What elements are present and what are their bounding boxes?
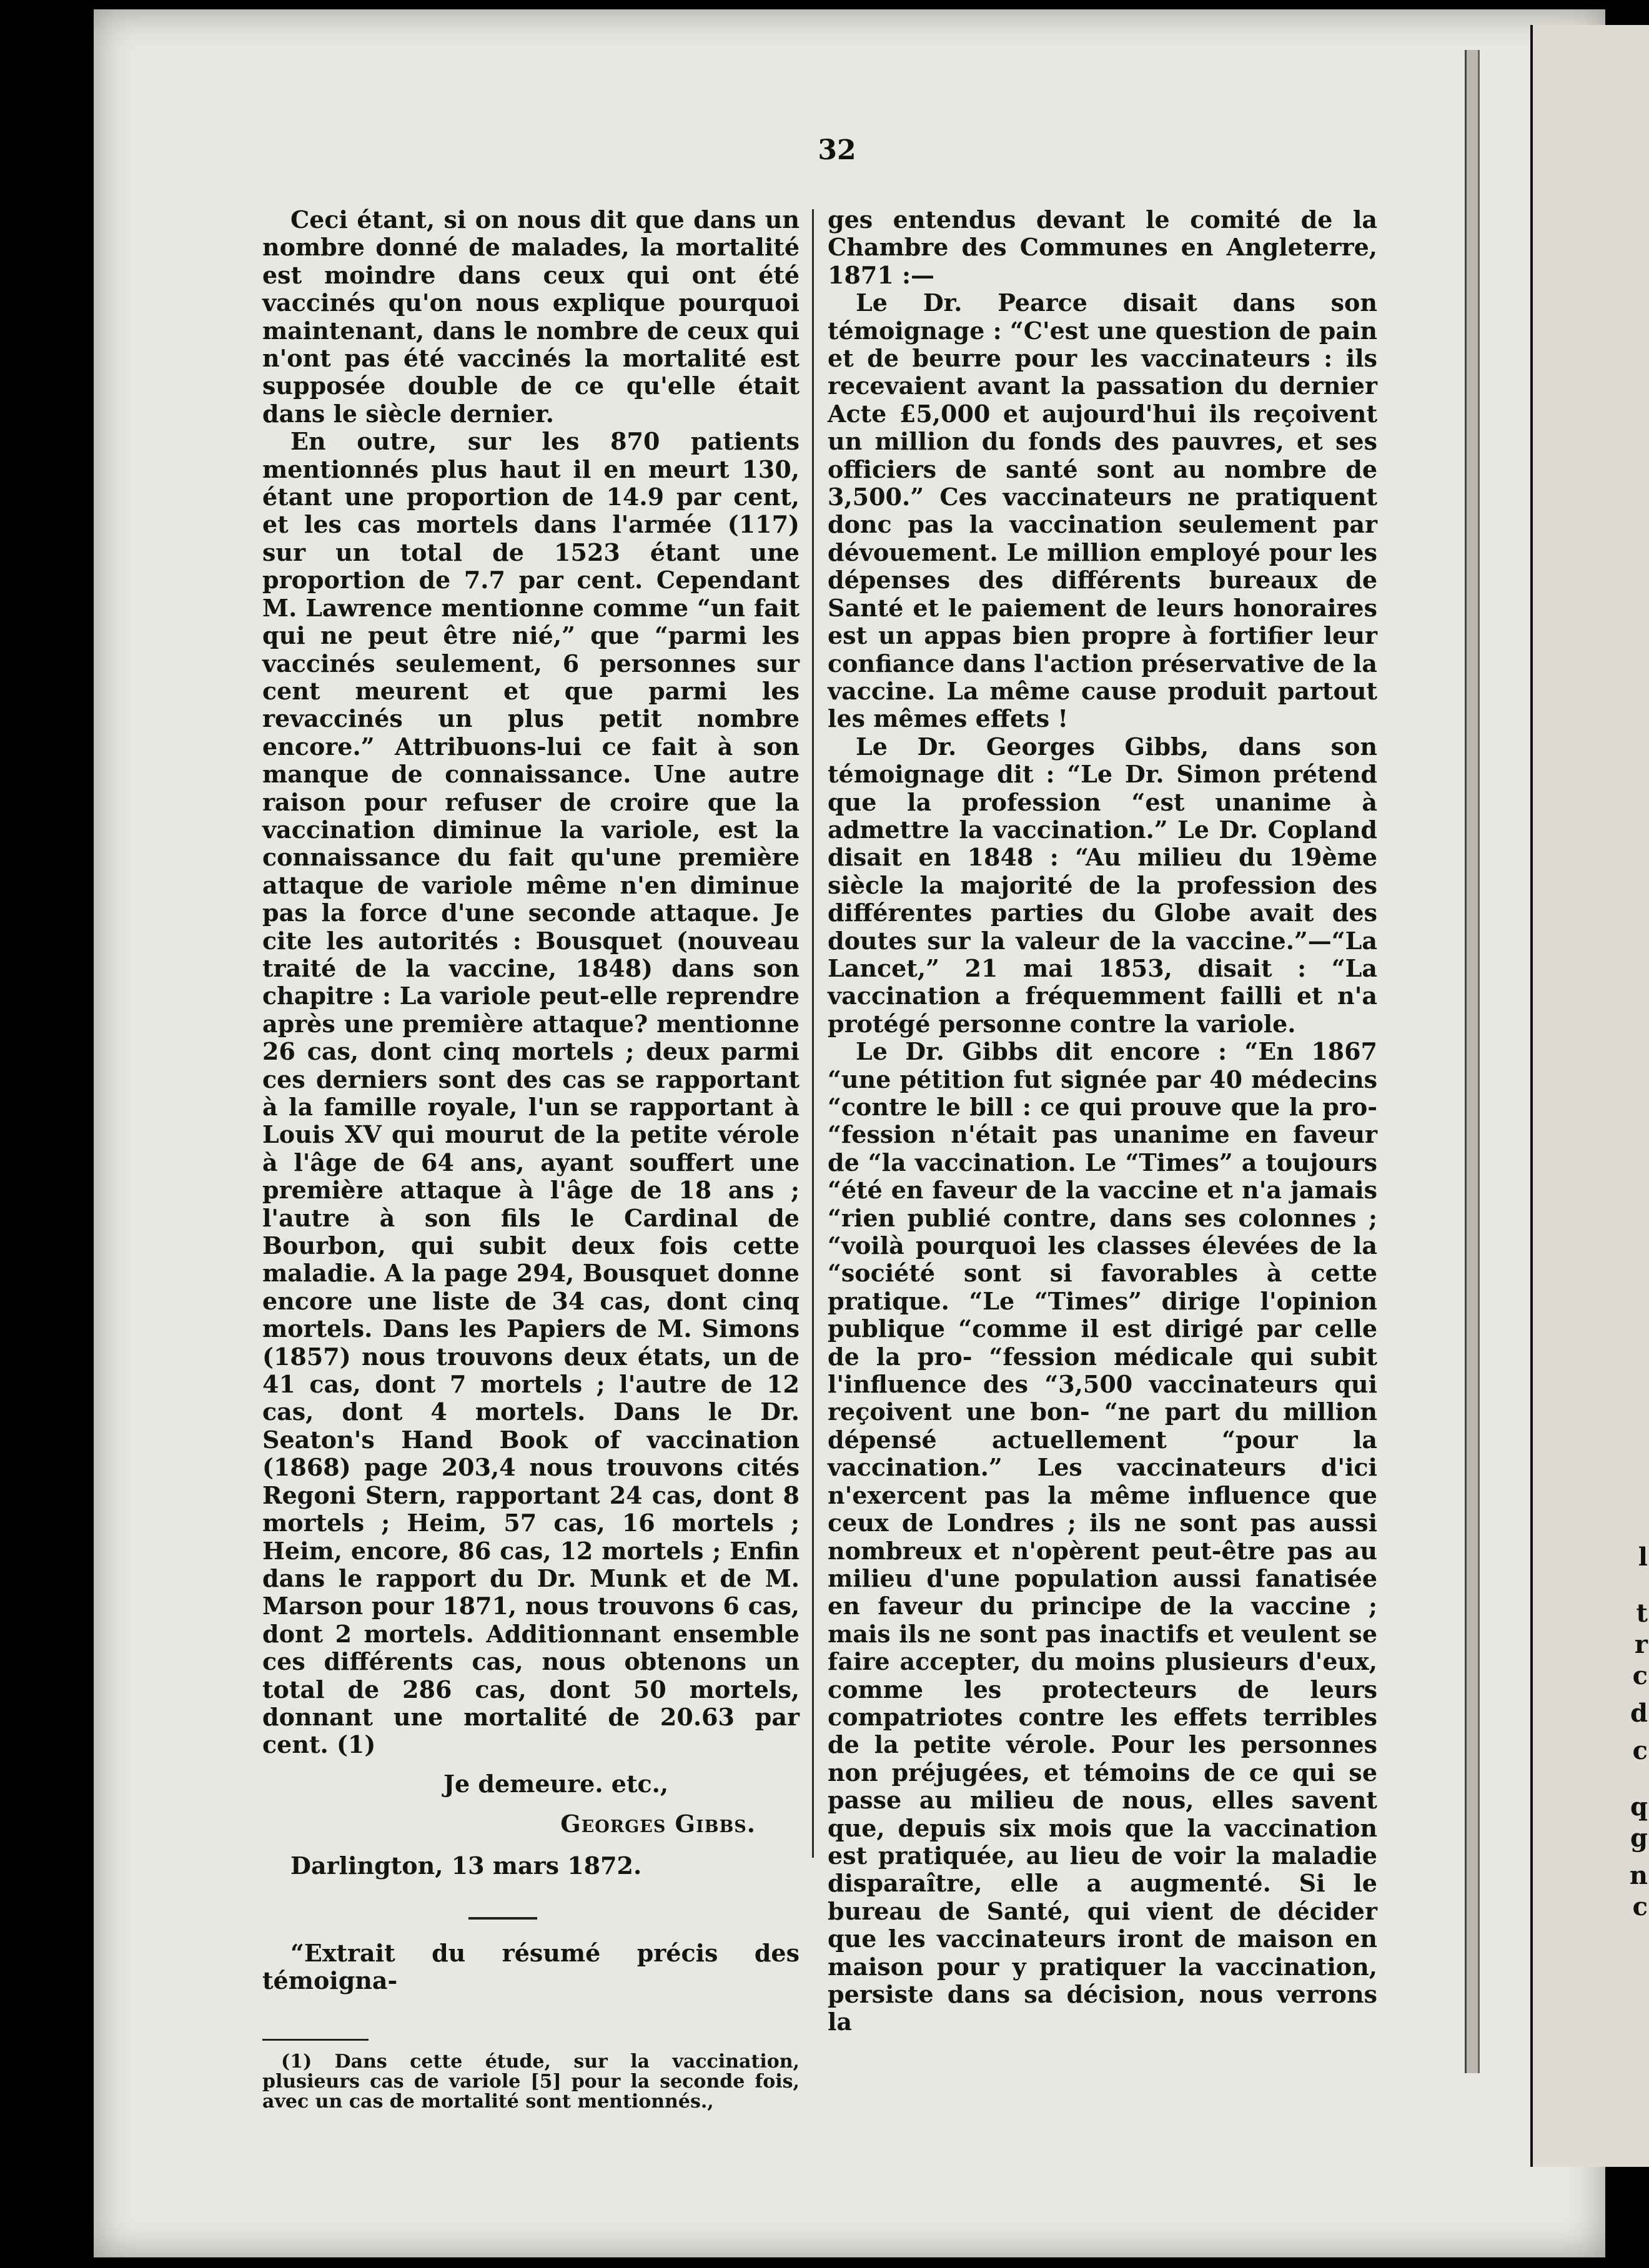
page-number: 32 xyxy=(818,134,856,166)
edge-fragment: d xyxy=(1630,1699,1648,1728)
letter-dateline: Darlington, 13 mars 1872. xyxy=(290,1851,642,1880)
left-column xyxy=(262,206,800,2112)
footnote: (1) Dans cette étude, sur la vaccination, plusieurs cas de variole [5] pour la seconde fois, avec un cas de mortalité sont mentionnés., xyxy=(262,2050,800,2113)
paragraph: Le Dr. Gibbs dit encore : “En 1867 “une pétition fut signée par 40 médecins “contre le bill : ce qui prouve que la pro- “fession n'était pas unanime en faveur de “la vaccination. Le “Times” a toujours “été en faveur de la vaccine et n'a jamais “rien publié contre, dans ses colonnes ; “voilà pourquoi les classes élevées de la “société sont si favorables à cette pratique. “Le “Times” dirige l'opinion publique “comme il est dirigé par celle de la pro- “fession médicale qui subit l'influence des “3,500 vaccinateurs qui reçoivent une bon- “ne part du million dépensé actuellement “pour la vaccination.” Les vaccinateurs d'ici n'exercent pas la même influence que ceux de Londres ; ils ne sont pas aussi nombreux et n'opèrent peut-être pas au milieu d'une population aussi fanatisée en faveur du principe de la vaccine ; mais ils ne sont pas inactifs et veulent se faire accepter, du moins plusieurs d'eux, comme les protecteurs de leurs compatriotes contre les effets terribles de la petite vérole. Pour les personnes non préjugées, et témoins de ce qui se passe au milieu de nous, elles savent que, depuis six mois que la vaccination est pratiquée, au lieu de voir la maladie disparaître, elle a augmenté. Si le bureau de Santé, qui vient de décider que les vaccinateurs iront de maison en maison pour y pratiquer la vaccination, persiste dans sa décision, nous verrons la xyxy=(828,1037,1377,2036)
edge-fragment: t xyxy=(1636,1599,1648,1628)
paragraph: Le Dr. Pearce disait dans son témoignage : “C'est une question de pain et de beurre pour les vaccinateurs : ils recevaient avant la passation du dernier Acte £5,000 et aujourd'hui ils reçoivent un million du fonds des pauvres, et ses officiers de santé sont au nombre de 3,500.” Ces vaccinateurs ne pratiquent donc pas la vaccination seulement par dévouement. Le million employé pour les dépenses des différents bureaux de Santé et le paiement de leurs honoraires est un appas bien propre à fortifier leur confiance dans l'action préservative de la vaccine. La même cause produit partout les mêmes effets ! xyxy=(828,288,1377,733)
footnote-rule xyxy=(262,2039,369,2041)
column-divider xyxy=(812,209,814,1858)
section-divider xyxy=(468,1917,537,1920)
right-column xyxy=(828,206,1377,2036)
paragraph: Le Dr. Georges Gibbs, dans son témoignage dit : “Le Dr. Simon prétend que la profession “est unanime à admettre la vaccination.” Le Dr. Copland disait en 1848 : “Au milieu du 19ème siècle la majorité de la profession des différentes parties du Globe avait des doutes sur la valeur de la vaccine.”—“La Lancet,” 21 mai 1853, disait : “La vaccination a fréquemment failli et n'a protégé personne contre la variole. xyxy=(828,732,1377,1038)
letter-closing: Je demeure. etc., xyxy=(443,1769,669,1798)
edge-fragment: n xyxy=(1629,1861,1648,1890)
paragraph: Ceci étant, si on nous dit que dans un nombre donné de malades, la mortalité est moindre dans ceux qui ont été vaccinés qu'on nous explique pourquoi maintenant, dans le nombre de ceux qui n'ont pas été vaccinés la mortalité est supposée double de ce qu'elle était dans le siècle dernier. xyxy=(262,205,800,428)
paragraph: En outre, sur les 870 patients mentionnés plus haut il en meurt 130, étant une proportion de 14.9 par cent, et les cas mortels dans l'armée (117) sur un total de 1523 étant une proportion de 7.7 par cent. Cependant M. Lawrence mentionne comme “un fait qui ne peut être nié,” que “parmi les vaccinés seulement, 6 personnes sur cent meurent et que parmi les revaccinés un plus petit nombre encore.” Attribuons-lui ce fait à son manque de connaissance. Une autre raison pour refuser de croire que la vaccination diminue la variole, est la connaissance du fait qu'une première attaque de variole même n'en diminue pas la force d'une seconde attaque. Je cite les autorités : Bousquet (nouveau traité de la vaccine, 1848) dans son chapitre : La variole peut-elle reprendre après une première attaque? mentionne 26 cas, dont cinq mortels ; deux parmi ces derniers sont des cas se rapportant à la famille royale, l'un se rapportant à Louis XV qui mourut de la petite vérole à l'âge de 64 ans, ayant souffert une première attaque à l'âge de 18 ans ; l'autre à son fils le Cardinal de Bourbon, qui subit deux fois cette maladie. A la page 294, Bousquet donne encore une liste de 34 cas, dont cinq mortels. Dans les Papiers de M. Simons (1857) nous trouvons deux états, un de 41 cas, dont 7 mortels ; l'autre de 12 cas, dont 4 mortels. Dans le Dr. Seaton's Hand Book of vaccination (1868) page 203,4 nous trouvons cités Regoni Stern, rapportant 24 cas, dont 8 mortels ; Heim, 57 cas, 16 mortels ; Heim, encore, 86 cas, 12 mortels ; Enfin dans le rapport du Dr. Munk et de M. Marson pour 1871, nous trouvons 6 cas, dont 2 mortels. Additionnant ensemble ces différents cas, nous obtenons un total de 286 cas, dont 50 mortels, donnant une mortalité de 20.63 par cent. (1) xyxy=(262,427,800,1759)
edge-fragment: c xyxy=(1632,1736,1648,1765)
edge-fragment: r xyxy=(1634,1630,1648,1659)
paragraph: ges entendus devant le comité de la Chambre des Communes en Angleterre, 1871 :— xyxy=(828,205,1377,289)
edge-fragment: q xyxy=(1630,1792,1648,1822)
edge-fragment: l xyxy=(1638,1542,1648,1572)
edge-fragment: c xyxy=(1632,1661,1648,1690)
edge-fragment: c xyxy=(1632,1892,1648,1921)
adjacent-page-edge xyxy=(1530,25,1649,2167)
extract-heading: “Extrait du résumé précis des témoigna- xyxy=(262,1938,800,1995)
page-binding-edge xyxy=(1465,50,1480,2073)
edge-fragment: g xyxy=(1630,1823,1648,1853)
letter-signature: Georges Gibbs. xyxy=(560,1810,756,1838)
